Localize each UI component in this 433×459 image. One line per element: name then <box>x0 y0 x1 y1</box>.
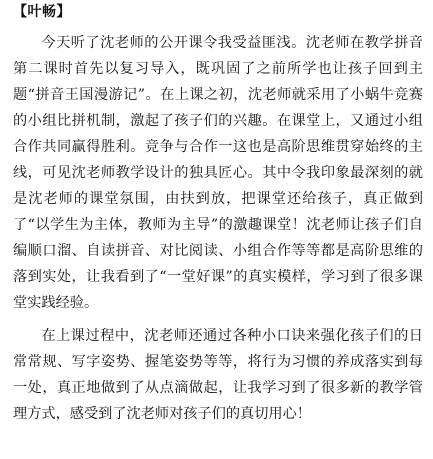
paragraph-1: 今天听了沈老师的公开课令我受益匪浅。沈老师在教学拼音第二课时首先以复习导入，既巩固了之前所学也让孩子回到主题“拼音王国漫游记”。在上课之初，沈老师就采用了小蜗牛竞赛的小组比拼机制，激起了孩子们的兴趣。在课堂上，又通过小组合作共同赢得胜利。竞争与合作一这也是高阶思维贯穿始终的主线，可见沈老师教学设计的独具匠心。其中令我印象最深刻的就是沈老师的课堂氛围，由扶到放，把课堂还给孩子，真正做到了“以学生为主体，教师为主导”的激趣课堂！沈老师让孩子们自编顺口溜、自读拼音、对比阅读、小组合作等等都是高阶思维的落到实处，让我看到了“一堂好课”的真实模样，学习到了很多课堂实践经验。 <box>13 35 423 311</box>
paragraph-2: 在上课过程中，沈老师还通过各种小口诀来强化孩子们的日常常规、写字姿势、握笔姿势等等，将行为习惯的养成落实到每一处，真正地做到了从点滴做起，让我学习到了很多新的教学管理方式，感受到了沈老师对孩子们的真切用心！ <box>13 328 423 422</box>
author-heading: 【叶畅】 <box>13 4 71 20</box>
